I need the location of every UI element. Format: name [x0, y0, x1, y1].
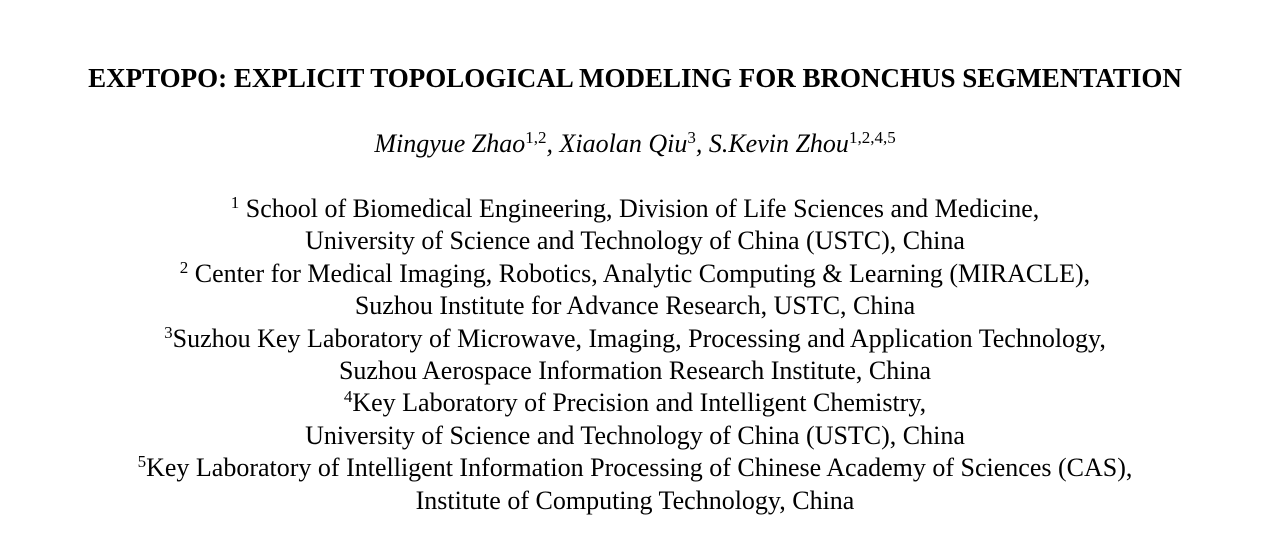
affiliation-line — [0, 387, 1270, 419]
affiliation-line: University of Science and Technology of China (USTC), China — [305, 420, 965, 450]
paper-title: EXPTOPO: EXPLICIT TOPOLOGICAL MODELING FOR BRONCHUS SEGMENTATION — [88, 63, 1182, 93]
affiliation-line — [0, 452, 1270, 484]
affiliation-list — [0, 193, 1270, 517]
affiliation-line — [0, 258, 1270, 290]
author-separator: , — [695, 129, 709, 158]
affiliation-line: Institute of Computing Technology, China — [415, 485, 855, 515]
affiliation-superscript: 1 — [230, 193, 240, 212]
affiliation-superscript: 2 — [179, 257, 189, 277]
affiliation-text: Key Laboratory of Intelligent Information Processing of Chinese Academy of Sciences (CAS), — [146, 453, 1133, 483]
author-name: Xiaolan Qiu — [559, 129, 688, 158]
affiliation-text: Key Laboratory of Precision and Intelligent Chemistry, — [352, 388, 927, 418]
affiliation-text: Center for Medical Imaging, Robotics, Analytic Computing & Learning (MIRACLE), — [188, 258, 1091, 288]
affiliation-superscript: 5 — [137, 452, 147, 472]
author-name: S.Kevin Zhou — [708, 129, 849, 158]
affiliation-superscript: 4 — [343, 387, 353, 407]
affiliation-superscript: 3 — [164, 322, 173, 342]
author-superscript: 3 — [687, 128, 696, 147]
affiliation-text: School of Biomedical Engineering, Division of Life Sciences and Medicine, — [239, 194, 1040, 223]
affiliation-line: Suzhou Institute for Advance Research, USTC, China — [354, 291, 916, 321]
author-name: Mingyue Zhao — [374, 129, 526, 158]
author-superscript: 1,2,4,5 — [848, 128, 896, 147]
author-list — [0, 127, 1270, 161]
affiliation-line — [0, 193, 1270, 225]
affiliation-line: University of Science and Technology of China (USTC), China — [305, 226, 965, 256]
author-separator: , — [546, 129, 560, 158]
author-superscript: 1,2 — [525, 128, 547, 147]
affiliation-line: Suzhou Aerospace Information Research Institute, China — [338, 356, 932, 386]
affiliation-line — [0, 323, 1270, 355]
affiliation-text: Suzhou Key Laboratory of Microwave, Imaging, Processing and Application Technology, — [172, 323, 1106, 353]
